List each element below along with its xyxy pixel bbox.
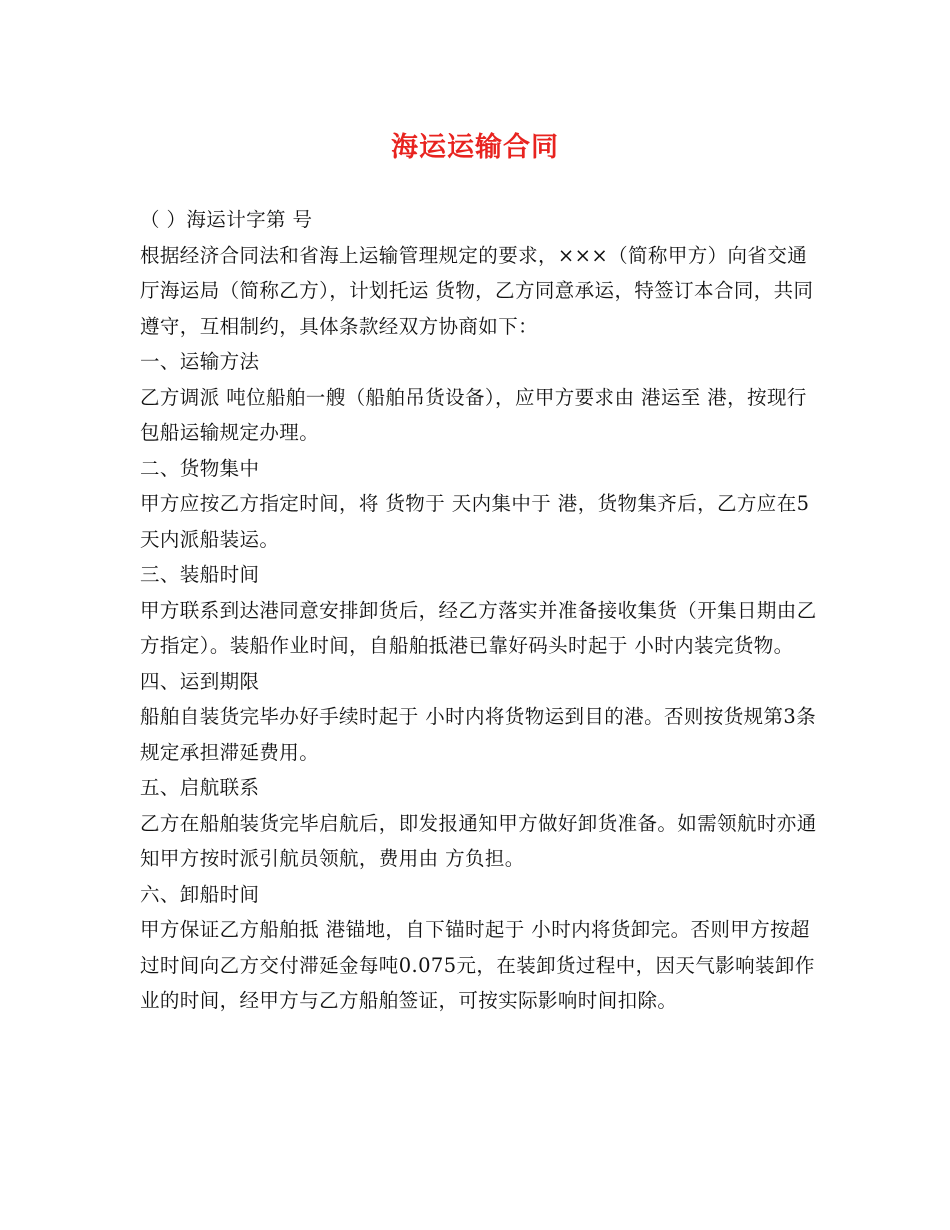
section-body-departure-notice: 乙方在船舶装货完毕启航后，即发报通知甲方做好卸货准备。如需领航时亦通知甲方按时派引航员领航，费用由 方负担。 — [140, 811, 817, 870]
section-heading-cargo-collection: 二、货物集中 — [140, 456, 260, 480]
section-heading-loading-time: 三、装船时间 — [140, 563, 260, 586]
section-body-loading-time: 甲方联系到达港同意安排卸货后，经乙方落实并准备接收集货（开集日期由乙方指定）。装船作业时间，自船舶抵港已靠好码头时起于 小时内装完货物。 — [140, 598, 817, 657]
document-title: 海运运输合同 — [391, 132, 559, 163]
section-body-cargo-collection: 甲方应按乙方指定时间，将 货物于 天内集中于 港，货物集齐后，乙方应在5天内派船装运。 — [140, 492, 810, 551]
document-body — [140, 202, 824, 1019]
section-heading-transport-method: 一、运输方法 — [140, 350, 260, 373]
section-heading-departure-notice: 五、启航联系 — [140, 776, 260, 799]
section-heading-unloading-time: 六、卸船时间 — [140, 882, 260, 906]
section-body-delivery-deadline: 船舶自装货完毕办好手续时起于 小时内将货物运到目的港。否则按货规第3条规定承担滞延费用。 — [140, 705, 817, 764]
reference-number: （ ）海运计字第 号 — [140, 208, 313, 231]
section-body-unloading-time: 甲方保证乙方船舶抵 港锚地，自下锚时起于 小时内将货卸完。否则甲方按超过时间向乙方交付滞延金每吨0.075元，在装卸货过程中，因天气影响装卸作业的时间，经甲方与乙方船舶签证，可按实际影响时间扣除。 — [140, 918, 815, 1012]
intro-paragraph: 根据经济合同法和省海上运输管理规定的要求，×××（简称甲方）向省交通厅海运局（简称乙方），计划托运 货物，乙方同意承运，特签订本合同，共同遵守，互相制约，具体条款经双方协商如下： — [140, 243, 814, 338]
section-heading-delivery-deadline: 四、运到期限 — [140, 669, 260, 693]
section-body-transport-method: 乙方调派 吨位船舶一艘（船舶吊货设备），应甲方要求由 港运至 港，按现行包船运输规定办理。 — [140, 385, 807, 444]
